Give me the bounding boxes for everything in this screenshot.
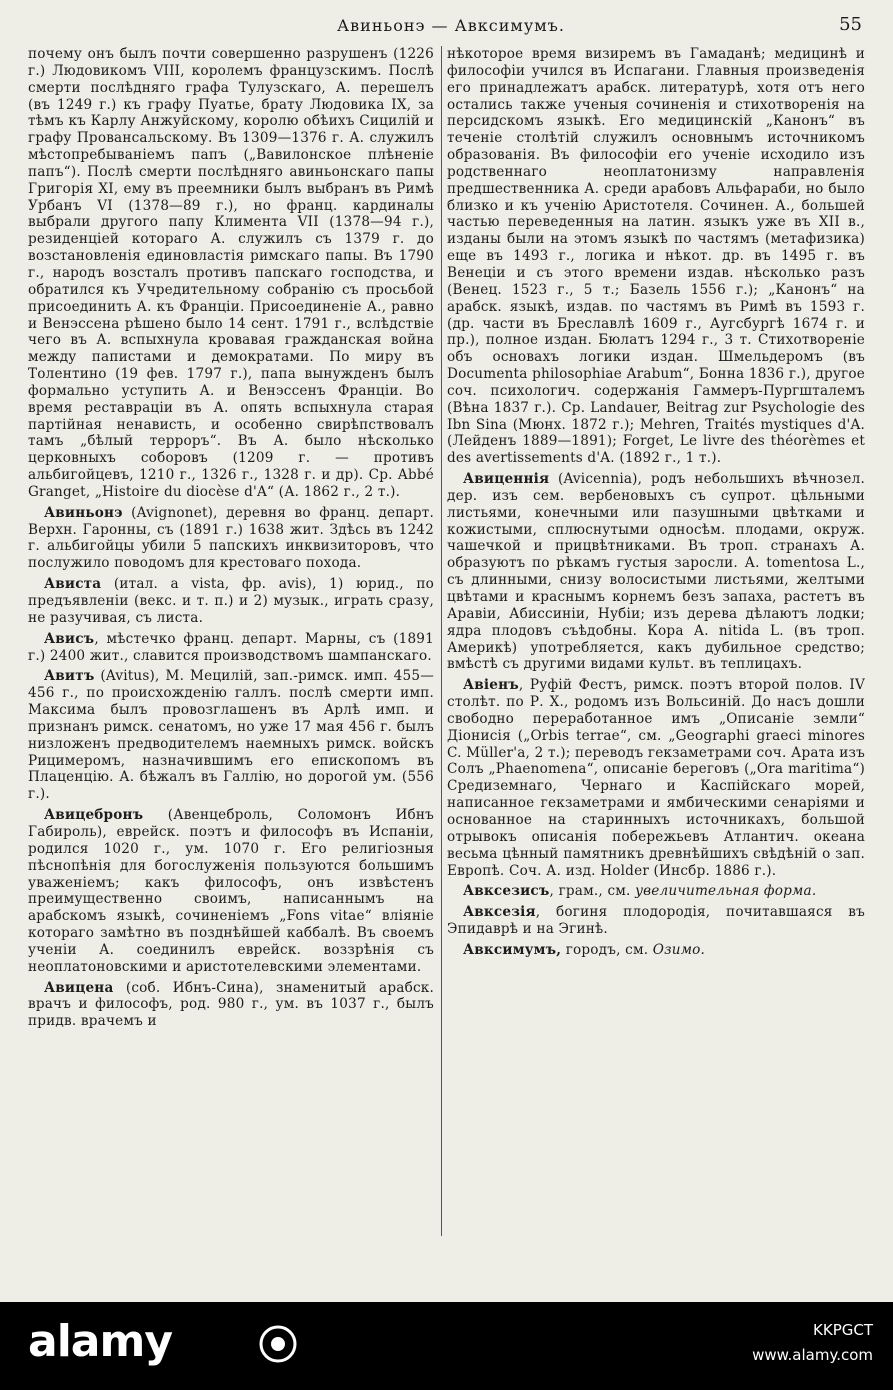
entry-text: городъ, см. [561,941,653,958]
stock-image-id: KKPGCT [813,1321,873,1339]
entry-headword: Ависта [44,576,102,593]
entry-text: нѣкоторое время визиремъ въ Гамаданѣ; медицинѣ и философіи учился въ Испагани. Главныя произведенія его принадлежатъ арабск. литературѣ, хотя отъ него остались также ученыя сочиненія и стихотворенія на персидскомъ языкѣ. Его медицинскій „Канонъ“ въ теченіе столѣтій служилъ основнымъ источникомъ образованія. Въ философіи его ученіе исходило изъ родственнаго неоплатонизму направленія предшественника А. среди арабовъ Альфараби, но было близко и къ ученію Аристотеля. Сочинен. А., большей частью переведенныя на латин. языкъ уже въ XII в., изданы были на этомъ языкѣ по частямъ (метафизика) еще въ 1493 г., логика и нѣкот. др. въ 1495 г. въ Венеціи и съ этого времени издав. нѣсколько разъ (Венец. 1523 г., 5 т.; Базель 1556 г.); „Канонъ“ на арабск. языкѣ, издав. по частямъ въ Римѣ въ 1593 г. (др. части въ Бреславлѣ 1609 г., Аугсбургѣ 1674 г. и пр.), полное издан. Бюлатъ 1294 г., 3 т. Стихотвореніе объ основахъ логики издан. Шмельдеромъ (въ Documenta philosophiae Arabum“, Бонна 1836 г.), другое соч. психологич. содержанія Гаммеръ-Пургшталемъ (Вѣна 1837 г.). Ср. Landauer, Beitrag zur Psychologie des Ibn Sina (Мюнх. 1872 г.); Mehren, Traités mystiques d'A. (Лейденъ 1889—1891); Forget, Le livre des théorèmes et des avertissements d'A. (1892 г., 1 т.). [447,46,865,467]
dictionary-entry [447,471,865,673]
dictionary-entry [28,668,434,803]
entry-cross-reference: Озимо. [652,941,706,958]
camera-aperture-icon [258,1324,298,1364]
stock-url: www.alamy.com [752,1346,873,1364]
entry-headword: Ависъ [44,630,95,647]
running-title: Авиньонэ — Авксимумъ. [337,16,565,35]
entry-text: , мѣстечко франц. департ. Марны, съ (1891 г.) 2400 жит., славится производствомъ шампанскаго. [28,630,434,664]
entry-headword: Авксезія [463,904,536,921]
entry-text: , грам., см. [549,883,636,900]
dictionary-entry [447,46,865,467]
entry-text: (Авенцеброль, Соломонъ Ибнъ Габироль), еврейск. поэтъ и философъ въ Испаніи, родился 1020 г., ум. 1070 г. Его религіозныя пѣснопѣнія для богослуженія пользуются большимъ уваженіемъ; какъ философъ, онъ извѣстенъ преимущественно своимъ, написаннымъ на арабскомъ языкѣ, сочиненіемъ „Fons vitae“ вліяніе котораго замѣтно въ позднѣйшей каббалѣ. Въ своемъ ученіи А. соединилъ еврейск. воззрѣнія съ неоплатоновскими и аристотелевскими элементами. [28,807,434,975]
entry-headword: Авиньонэ [44,504,123,521]
entry-text: (итал. a vista, фр. avis), 1) юрид., по предъявленіи (векс. и т. п.) и 2) музык., играть сразу, не разучивая, съ листа. [28,576,434,626]
entry-headword: Авксимумъ, [463,941,562,958]
entry-text: (соб. Ибнъ-Сина), знаменитый арабск. врачъ и философъ, род. 980 г., ум. въ 1037 г., былъ придв. врачемъ и [28,979,434,1030]
dictionary-entry [28,807,434,975]
entry-text: почему онъ былъ почти совершенно разрушенъ (1226 г.) Людовикомъ VIII, королемъ французскимъ. Послѣ смерти послѣдняго графа Тулузскаго, А. перешелъ (въ 1249 г.) къ графу Пуатье, брату Людовика IX, за тѣмъ къ Карлу Анжуйскому, королю обѣихъ Сицилій и графу Провансальскому. Въ 1309—1376 г. А. служилъ мѣстопребываніемъ папъ („Вавилонское плѣненіе папъ“). Послѣ смерти послѣдняго авиньонскаго папы Григорія XI, ему въ преемники былъ выбранъ въ Римѣ Урбанъ VI (1378—89 г.), но франц. кардиналы выбрали другого папу Климента VII (1378—94 г.), резиденціей котораго А. служилъ съ 1379 г. до возстановленія единовластія римскаго папы. Въ 1790 г., народъ возсталъ противъ папскаго господства, и обратился къ Учредительному собранію съ просьбой присоединить А. къ Франціи. Присоединеніе А., равно и Венэссена рѣшено было 14 сент. 1791 г., вслѣдствіе чего въ А. вспыхнула кровавая гражданская война между папистами и демократами. По миру въ Толентино (19 фев. 1797 г.), папа вынужденъ былъ формально уступить А. и Венэссенъ Франціи. Во время реставраціи въ А. опять вспыхнула старая партійная ненависть, и особенно свирѣпствовалъ тамъ „бѣлый терроръ“. Въ А. было нѣсколько церковныхъ соборовъ (1209 г. — противъ альбигойцевъ, 1210 г., 1326 г., 1328 г. и др). Ср. Abbé Granget, „Histoire du diocèse d'A“ (А. 1862 г., 2 т.). [28,46,434,500]
entry-headword: Авитъ [44,668,95,685]
entry-text: , богиня плодородія, почитавшаяся въ Эпидаврѣ и на Эгинѣ. [447,904,865,938]
page-header [40,14,862,40]
dictionary-entry [28,631,434,665]
entry-text: (Avicennia), родъ небольшихъ вѣчнозел. дер. изъ сем. вербеновыхъ съ супрот. цѣльными листьями, конечными или пазушными цвѣтками и кожистыми, сплюснутыми односѣм. плодами, окруж. чашечкой и прицвѣтниками. Въ троп. странахъ А. образуютъ по рѣкамъ густыя заросли. А. tomentosa L., съ длинными, снизу волосистыми листьями, желтыми цвѣтами и краснымъ корнемъ безъ запаха, растетъ въ Аравіи, Абиссиніи, Нубіи; изъ дерева дѣлаютъ лодки; ядра плодовъ съѣдобны. Кора А. nitida L. (въ троп. Америкѣ) употребляется, какъ дубильное средство; вмѣстѣ съ другими видами культ. въ теплицахъ. [447,471,865,673]
entry-cross-reference: увеличительная форма. [635,883,817,900]
entry-headword: Авиценнія [463,471,550,488]
right-column [447,46,865,1246]
dictionary-entry [28,505,434,572]
left-column [28,46,434,1246]
entry-text: , Руфій Фестъ, римск. поэтъ второй полов. IV столѣт. по Р. Х., родомъ изъ Вольсиній. До насъ дошли свободно переработанное имъ „Описаніе земли“ Діонисія („Orbis terrae“, см. „Geographi graeci minores C. Müller'a, 2 т.); переводъ гекзаметрами соч. Арата изъ Солъ „Phaenomena“, описаніе береговъ („Ora maritima“) Средиземнаго, Чернаго и Каспійскаго морей, написанное гекзаметрами и ямбическими сенаріями и основанное на старинныхъ источникахъ, большой отрывокъ описанія побережьевъ Атлантич. океана весьма цѣнный памятникъ древнѣйшихъ свѣдѣній о зап. Европѣ. Соч. А. изд. Holder (Инсбр. 1886 г.). [447,677,865,879]
dictionary-entry [447,942,865,959]
entry-headword: Авицебронъ [44,807,144,824]
entry-text: (Avitus), М. Мецилій, зап.-римск. имп. 455—456 г., по происхожденію галлъ. послѣ смерти имп. Максима былъ провозглашенъ въ Арлѣ имп. и признанъ римск. сенатомъ, но уже 17 мая 456 г. былъ низложенъ предводителемъ наемныхъ римск. войскъ Рицимеромъ, назначившимъ его епископомъ въ Плаценцію. А. бѣжалъ въ Галлію, но дорогой ум. (556 г.). [28,668,434,803]
entry-headword: Авіенъ [463,677,519,694]
entry-headword: Авксезисъ [463,883,550,900]
dictionary-entry [28,46,434,501]
dictionary-entry [447,904,865,938]
page-number: 55 [839,14,862,35]
entry-headword: Авицена [44,979,114,996]
dictionary-entry [447,677,865,879]
dictionary-entry [447,883,865,900]
watermark-logo: alamy [28,1316,172,1367]
dictionary-entry [28,576,434,627]
dictionary-entry [28,980,434,1031]
entry-text: (Avignonet), деревня во франц. департ. Верхн. Гаронны, съ (1891 г.) 1638 жит. Здѣсь въ 1242 г. альбигойцы убили 5 папскихъ инквизиторовъ, что послужило поводомъ для крестоваго похода. [28,504,434,572]
column-divider [441,46,442,1236]
